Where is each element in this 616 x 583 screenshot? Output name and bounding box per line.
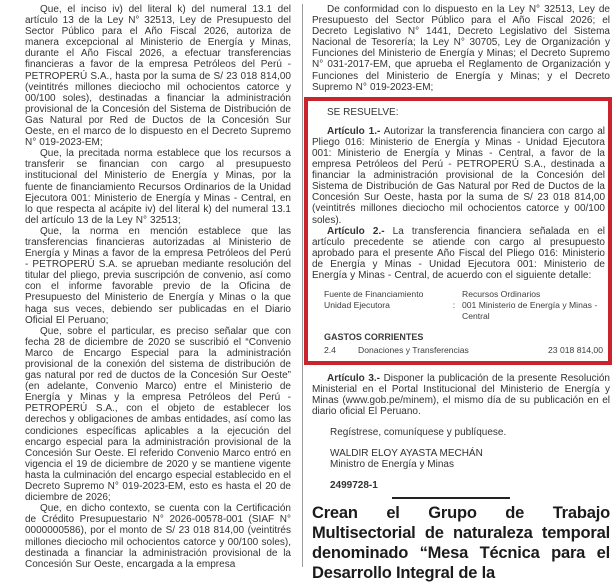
column-divider	[302, 4, 303, 567]
closing-formula: Regístrese, comuníquese y publíquese.	[330, 427, 507, 439]
resolve-heading: SE RESUELVE:	[327, 106, 399, 118]
signatory-name: WALDIR ELOY AYASTA MECHÁN	[330, 448, 483, 460]
row-label: Unidad Ejecutora	[324, 300, 390, 311]
publication-code: 2499728-1	[330, 480, 378, 492]
budget-detail-table	[324, 289, 603, 356]
line-item-code: 2.4	[324, 345, 336, 356]
article-3-text: Disponer la publicación de la presente Resolución Ministerial en el Portal Institucional del Ministerio de Energía y Minas (www.gob.pe/minem), el mismo día de su publicación en el diario oficial El Peruano.	[312, 373, 610, 418]
row-label: Fuente de Financiamiento	[324, 289, 424, 300]
legal-basis-paragraph: De conformidad con lo dispuesto en la Ley N° 32513, Ley de Presupuesto del Sector Público para el Año Fiscal 2026; el Decreto Legislativo N° 1441, Decreto Legislativo del Sistema Nacional de Tesorería; la Ley N° 30705, Ley de Organización y Funciones del Ministerio de Energía y Minas; el Decreto Supremo N° 031-2017-EM, que aprueba el Reglamento de Organización y Funciones del Ministerio de Energía y Minas; y el Decreto Supremo N° 019-2023-EM;	[312, 4, 610, 93]
article-1-paragraph	[312, 126, 605, 226]
recital-paragraph: Que, en dicho contexto, se cuenta con la Certificación de Crédito Presupuestario N° 2026-00578-001 (SIAF N° 0000000586), por el monto de S/ 23 018 814,00 (veintitrés millones dieciocho mil ochocientos catorce y 00/100 soles), destinada a financiar la administración provisional de la Concesión Sur Oeste, encargada a la empresa	[25, 503, 291, 570]
row-value: 001 Ministerio de Energía y Minas - Central	[462, 300, 598, 322]
recital-paragraph: Que, la precitada norma establece que los recursos a transferir se financian con cargo al presupuesto institucional del Ministerio de Energía y Minas, por la fuente de financiamiento Recursos Ordinarios de la Unidad Ejecutora 001: Ministerio de Energía y Minas - Central, en lo que respecta al acápite iv) del literal k) del numeral 13.1 del artículo 13 de la Ley N° 32513;	[25, 148, 291, 226]
article-1-text: Autorizar la transferencia financiera con cargo al Pliego 016: Ministerio de Energía y Minas - Unidad Ejecutora 001: Ministerio de Energía y Minas - Central, a favor de la empresa Petróleos del Perú - PETROPERÚ S.A., destinada a financiar la administración provisional de la Concesión del Sistema de Distribución de Gas Natural por Red de Ductos de la Concesión Sur Oeste, hasta por la suma de S/ 23 018 814,00 (veintitrés millones dieciocho mil ochocientos catorce y 00/100 soles).	[312, 125, 606, 226]
row-separator: :	[452, 300, 456, 311]
recital-paragraph: Que, el inciso iv) del literal k) del numeral 13.1 del artículo 13 de la Ley N° 32513, Ley de Presupuesto del Sector Público para el Año Fiscal 2026, autoriza de manera excepcional al Ministerio de Energía y Minas, durante el Año Fiscal 2026, a efectuar transferencias financieras a favor de la empresa Petróleos del Perú - PETROPERÚ S.A., hasta por la suma de S/ 23 018 814,00 (veintitrés millones dieciocho mil ochocientos catorce y 00/100 soles), destinadas a financiar la administración provisional de la Concesión del Sistema de Distribución de Gas Natural por Red de Ductos de la Concesión Sur Oeste, en el marco de lo dispuesto en el Decreto Supremo N° 019-2023-EM;	[25, 4, 291, 149]
next-article-heading: Crean el Grupo de Trabajo Multisectorial de naturaleza temporal denominado “Mesa Técnica para el Desarrollo Integral de la	[312, 504, 610, 583]
right-column	[312, 4, 610, 583]
left-column	[25, 4, 291, 570]
signatory-title: Ministro de Energía y Minas	[330, 459, 454, 471]
article-2-label: Artículo 2.-	[327, 225, 385, 237]
budget-line-item	[324, 344, 603, 356]
line-item-amount: 23 018 814,00	[548, 345, 603, 356]
table-row	[324, 300, 603, 322]
expenses-section-header: GASTOS CORRIENTES	[324, 332, 424, 343]
row-value: Recursos Ordinarios	[462, 289, 541, 300]
article-3-label: Artículo 3.-	[327, 373, 380, 385]
recital-paragraph: Que, sobre el particular, es preciso señalar que con fecha 28 de diciembre de 2020 se suscribió el “Convenio Marco de Encargo Especial para la administración provisional de la conexión del sistema de distribución de gas natural por red de ductos de la Concesión Sur Oeste” (en adelante, Convenio Marco) entre el Ministerio de Energía y Minas y la empresa Petróleos del Perú - PETROPERÚ S.A., con el objeto de establecer los derechos y obligaciones de ambas entidades, así como las condiciones específicas aplicables a la ejecución del encargo especial para la administración provisional de la Concesión Sur Oeste. El referido Convenio Marco entró en vigencia el 19 de diciembre de 2020 y se mantiene vigente hasta la culminación del encargo especial establecido en el Decreto Supremo N° 019-2023-EM, esto es hasta el 20 de diciembre de 2026;	[25, 325, 291, 504]
table-row	[324, 289, 603, 300]
section-divider-rule	[392, 497, 510, 499]
resolution-highlight-box	[304, 97, 612, 365]
article-2-paragraph	[312, 226, 605, 281]
article-3-paragraph	[312, 373, 610, 417]
article-2-text: La transferencia financiera señalada en el artículo precedente se atiende con cargo al presupuesto aprobado para el presente Año Fiscal del Pliego 016: Ministerio de Energía y Minas - Unidad Ejecutora 001: Ministerio de Energía y Minas - Central, de acuerdo con el siguiente detalle:	[312, 225, 605, 281]
recital-paragraph: Que, la norma en mención establece que las transferencias financieras autorizadas al Ministerio de Energía y Minas a favor de la empresa Petróleos del Perú - PETROPERÚ S.A. se aprueban mediante resolución del titular del pliego, previa suscripción de convenio, así como con el informe favorable previo de la Oficina de Presupuesto del Ministerio de Energía y Minas o la que haga sus veces, debiendo ser publicadas en el Diario Oficial El Peruano;	[25, 225, 291, 326]
row-separator	[446, 289, 462, 300]
article-1-label: Artículo 1.-	[327, 125, 381, 137]
line-item-description: Donaciones y Transferencias	[358, 345, 469, 356]
